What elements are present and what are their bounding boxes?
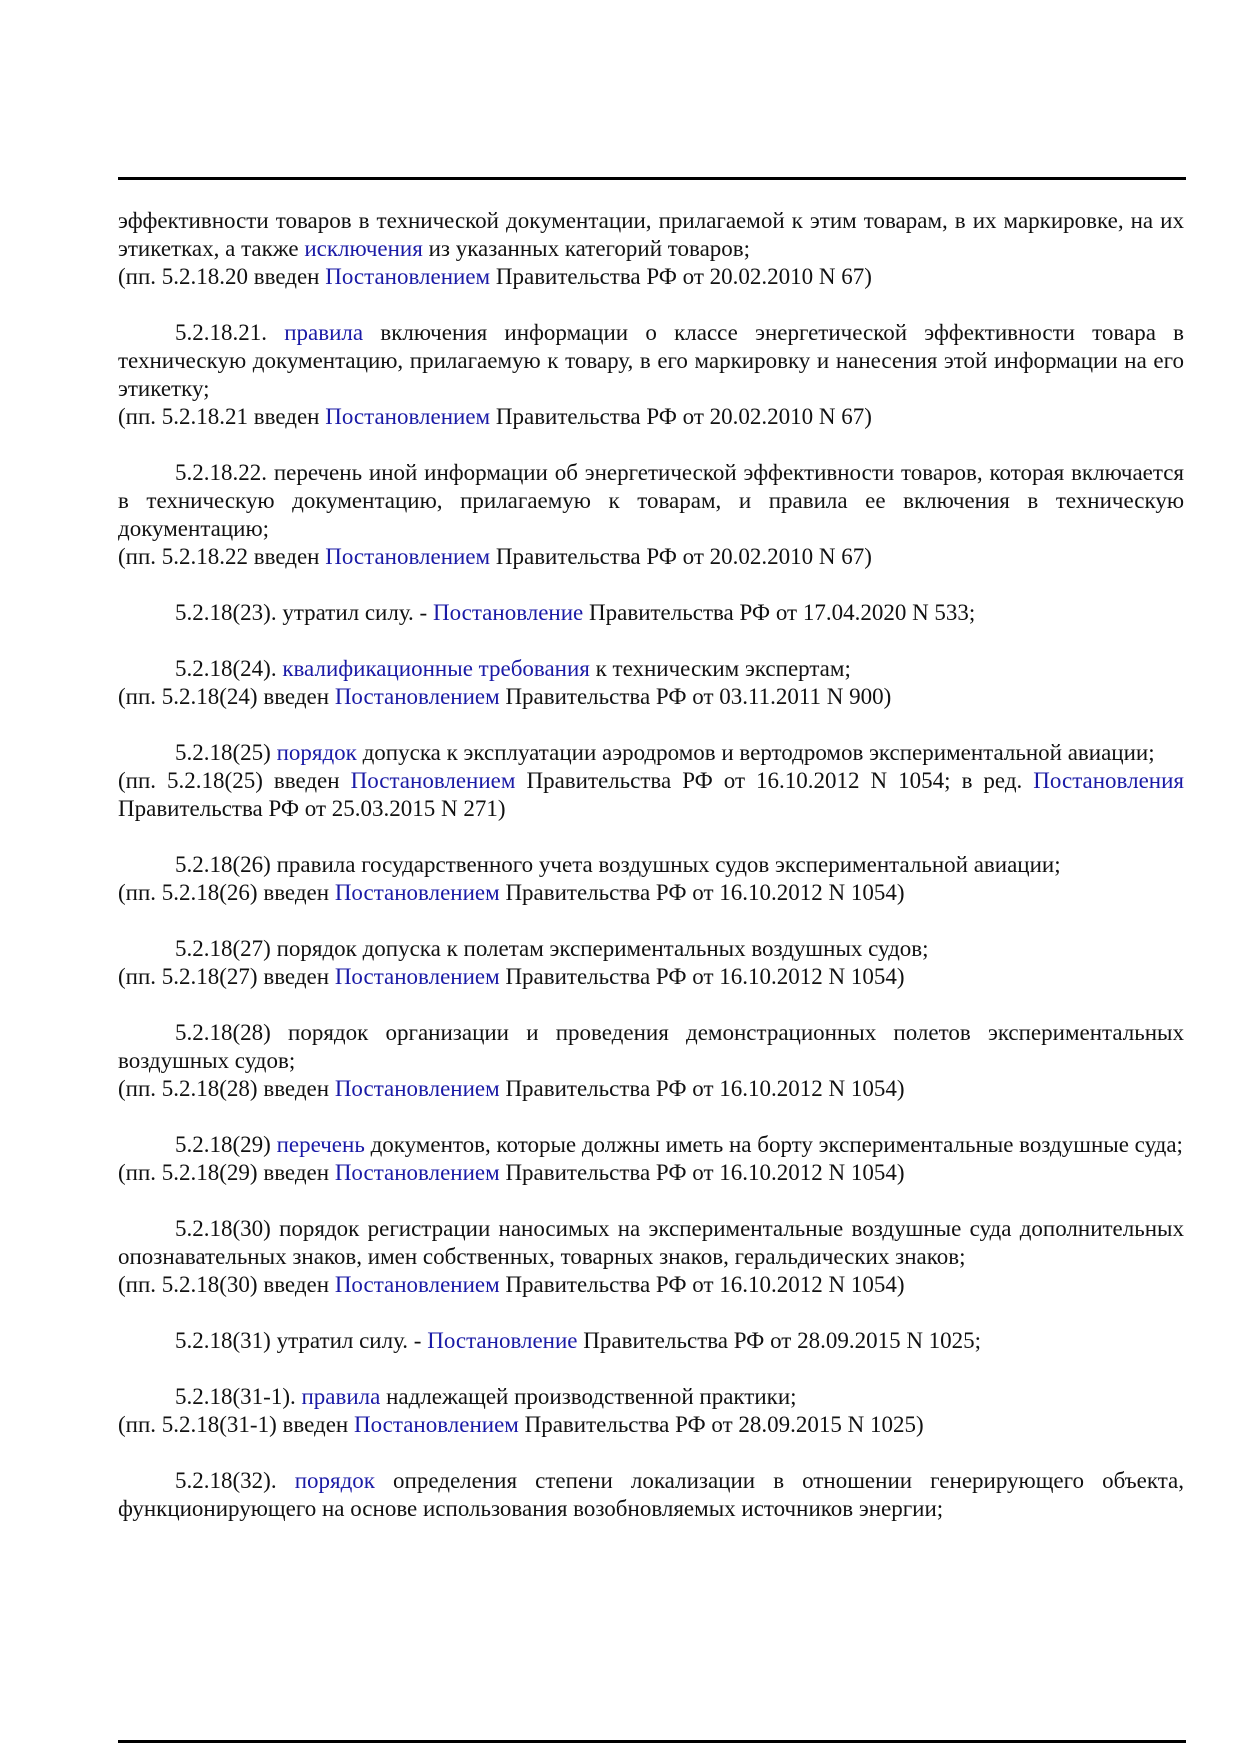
rules-link[interactable]: правила: [301, 1384, 381, 1409]
resolution-link[interactable]: Постановлением: [325, 544, 491, 569]
clause-text: 5.2.18.21. правила включения информации о классе энергетической эффективности товара в техническую документацию, прилагаемую к товару, в его маркировку и нанесения этой информации на его этикетку;: [118, 320, 1185, 401]
amendment-note: (пп. 5.2.18.20 введен Постановлением Правительства РФ от 20.02.2010 N 67): [118, 264, 872, 289]
clause-text: 5.2.18(25) порядок допуска к эксплуатации аэродромов и вертодромов экспериментальной авиации;: [175, 740, 1155, 765]
clause-text: 5.2.18(31) утратил силу. - Постановление Правительства РФ от 28.09.2015 N 1025;: [175, 1328, 982, 1353]
clause-5-2-18-21: [118, 319, 1184, 431]
resolution-link[interactable]: Постановлением: [334, 1076, 500, 1101]
resolution-link[interactable]: Постановлением: [334, 964, 500, 989]
qualification-requirements-link[interactable]: квалификационные требования: [282, 656, 590, 681]
amendment-note: (пп. 5.2.18(25) введен Постановлением Правительства РФ от 16.10.2012 N 1054; в ред. Постановления Правительства РФ от 25.03.2015 N 271): [118, 768, 1184, 821]
amendment-note: (пп. 5.2.18(24) введен Постановлением Правительства РФ от 03.11.2011 N 900): [118, 684, 892, 709]
footer-rule: [118, 1740, 1186, 1743]
procedure-link[interactable]: порядок: [276, 740, 357, 765]
resolution-link[interactable]: Постановлением: [350, 768, 516, 793]
amendment-note: (пп. 5.2.18(30) введен Постановлением Правительства РФ от 16.10.2012 N 1054): [118, 1272, 905, 1297]
resolution-link[interactable]: Постановлением: [334, 684, 500, 709]
clause-5-2-18-31-1: [118, 1383, 1184, 1439]
resolution-link[interactable]: Постановлением: [325, 404, 491, 429]
clause-text: 5.2.18(24). квалификационные требования к техническим экспертам;: [175, 656, 851, 681]
resolution-link[interactable]: Постановлением: [334, 880, 500, 905]
clause-text: 5.2.18(30) порядок регистрации наносимых на экспериментальные воздушные суда дополнительных опознавательных знаков, имен собственных, товарных знаков, геральдических знаков;: [118, 1216, 1184, 1269]
clause-5-2-18-23: [118, 599, 1184, 627]
resolution-link[interactable]: Постановлением: [325, 264, 491, 289]
clause-text: 5.2.18(29) перечень документов, которые должны иметь на борту экспериментальные воздушные суда;: [175, 1132, 1183, 1157]
amendment-note: (пп. 5.2.18.22 введен Постановлением Правительства РФ от 20.02.2010 N 67): [118, 544, 872, 569]
header-rule: [118, 177, 1186, 180]
amendment-note: (пп. 5.2.18.21 введен Постановлением Правительства РФ от 20.02.2010 N 67): [118, 404, 872, 429]
resolution-link[interactable]: Постановлением: [334, 1272, 500, 1297]
clause-text: 5.2.18(31-1). правила надлежащей производственной практики;: [175, 1384, 797, 1409]
resolution-link-2[interactable]: Постановления: [1033, 768, 1184, 793]
clause-5-2-18-28: [118, 1019, 1184, 1103]
clause-5-2-18-22: [118, 459, 1184, 571]
resolution-link[interactable]: Постановление: [432, 600, 584, 625]
resolution-link[interactable]: Постановлением: [353, 1412, 519, 1437]
clause-5-2-18-24: [118, 655, 1184, 711]
clause-5-2-18-25: [118, 739, 1184, 823]
clause-5-2-18-32: [118, 1467, 1184, 1523]
exceptions-link[interactable]: исключения: [304, 236, 423, 261]
amendment-note: (пп. 5.2.18(31-1) введен Постановлением Правительства РФ от 28.09.2015 N 1025): [118, 1412, 924, 1437]
procedure-link[interactable]: порядок: [294, 1468, 375, 1493]
list-link[interactable]: перечень: [276, 1132, 365, 1157]
clause-5-2-18-29: [118, 1131, 1184, 1187]
clause-text: 5.2.18(23). утратил силу. - Постановление Правительства РФ от 17.04.2020 N 533;: [175, 600, 976, 625]
clause-5-2-18-20-tail: [118, 207, 1184, 291]
clause-5-2-18-26: [118, 851, 1184, 907]
resolution-link[interactable]: Постановлением: [334, 1160, 500, 1185]
clause-text: 5.2.18(32). порядок определения степени локализации в отношении генерирующего объекта, функционирующего на основе использования возобновляемых источников энергии;: [118, 1468, 1184, 1521]
clause-text: 5.2.18.22. перечень иной информации об энергетической эффективности товаров, которая включается в техническую документацию, прилагаемую к товарам, и правила ее включения в техническую документацию;: [118, 460, 1184, 541]
amendment-note: (пп. 5.2.18(27) введен Постановлением Правительства РФ от 16.10.2012 N 1054): [118, 964, 905, 989]
clause-text: 5.2.18(26) правила государственного учета воздушных судов экспериментальной авиации;: [175, 852, 1061, 877]
amendment-note: (пп. 5.2.18(28) введен Постановлением Правительства РФ от 16.10.2012 N 1054): [118, 1076, 905, 1101]
resolution-link[interactable]: Постановление: [427, 1328, 578, 1353]
clause-5-2-18-27: [118, 935, 1184, 991]
clause-5-2-18-30: [118, 1215, 1184, 1299]
rules-link[interactable]: правила: [284, 320, 364, 345]
clause-text: 5.2.18(28) порядок организации и проведения демонстрационных полетов экспериментальных воздушных судов;: [118, 1020, 1184, 1073]
clause-5-2-18-31: [118, 1327, 1184, 1355]
document-body: [118, 207, 1184, 1551]
amendment-note: (пп. 5.2.18(29) введен Постановлением Правительства РФ от 16.10.2012 N 1054): [118, 1160, 905, 1185]
clause-text: эффективности товаров в технической документации, прилагаемой к этим товарам, в их маркировке, на их этикетках, а также исключения из указанных категорий товаров;: [118, 208, 1184, 261]
clause-text: 5.2.18(27) порядок допуска к полетам экспериментальных воздушных судов;: [175, 936, 929, 961]
amendment-note: (пп. 5.2.18(26) введен Постановлением Правительства РФ от 16.10.2012 N 1054): [118, 880, 905, 905]
